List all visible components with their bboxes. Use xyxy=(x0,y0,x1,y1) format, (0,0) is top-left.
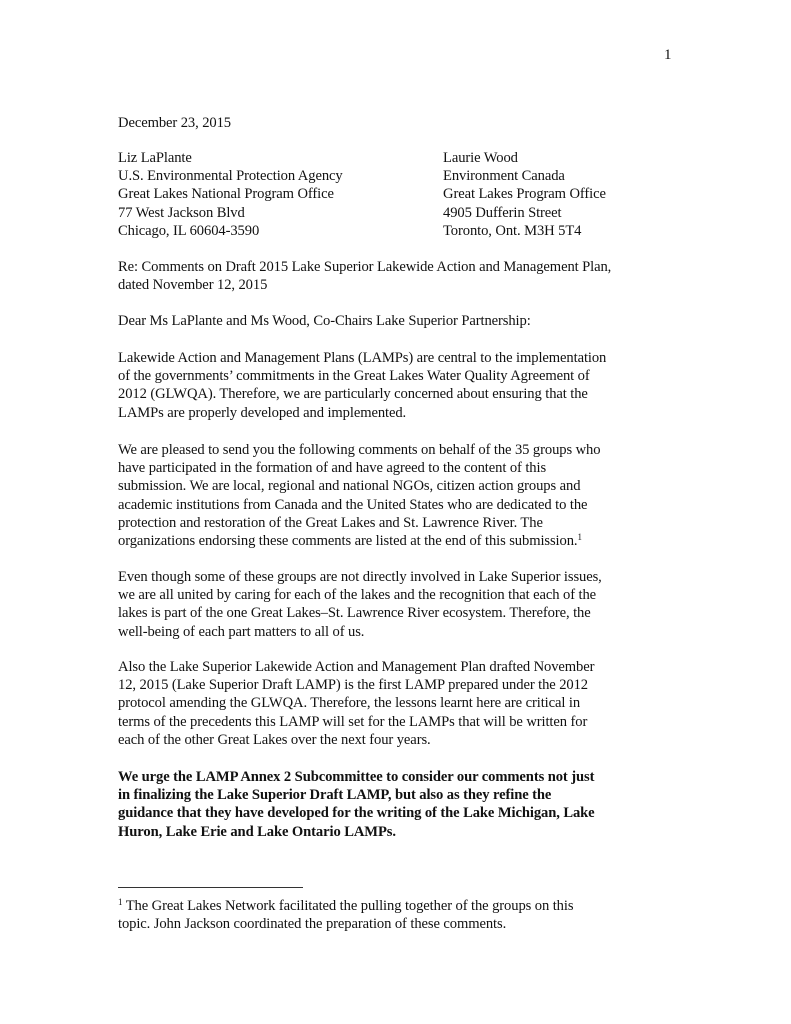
text-line: have participated in the formation of and have agreed to the content of this xyxy=(118,460,547,477)
footnote xyxy=(118,897,678,933)
text-line: We urge the LAMP Annex 2 Subcommittee to consider our comments not just xyxy=(118,769,595,785)
text-line-content: organizations endorsing these comments are listed at the end of this submission. xyxy=(118,533,578,550)
text-line: we are all united by caring for each of the lakes and the recognition that each of the xyxy=(118,587,597,604)
text-line: well-being of each part matters to all of us. xyxy=(118,623,365,640)
address-line: U.S. Environmental Protection Agency xyxy=(118,168,343,185)
text-line: Lakewide Action and Management Plans (LAMPs) are central to the implementation xyxy=(118,350,607,366)
text-line: protection and restoration of the Great Lakes and St. Lawrence River. The xyxy=(118,514,543,531)
paragraph-first-lamp xyxy=(118,658,678,749)
footnote-separator xyxy=(118,887,303,888)
text-line xyxy=(118,532,678,550)
footnote-marker: 1 xyxy=(118,897,123,907)
text-line: each of the other Great Lakes over the next four years. xyxy=(118,731,431,748)
letter-date: December 23, 2015 xyxy=(118,115,231,131)
paragraph-lamps-central xyxy=(118,349,678,422)
subject-line-text: Re: Comments on Draft 2015 Lake Superior Lakewide Action and Management Plan, xyxy=(118,259,612,275)
paragraph-urge-bold xyxy=(118,768,678,841)
paragraph-groups xyxy=(118,441,678,550)
subject-line xyxy=(118,258,678,294)
address-line: Chicago, IL 60604-3590 xyxy=(118,222,260,239)
text-line: protocol amending the GLWQA. Therefore, the lessons learnt here are critical in xyxy=(118,695,581,712)
subject-line-text: dated November 12, 2015 xyxy=(118,277,268,294)
address-line: Toronto, Ont. M3H 5T4 xyxy=(443,222,582,239)
address-line: Environment Canada xyxy=(443,168,565,185)
text-line: lakes is part of the one Great Lakes–St. Lawrence River ecosystem. Therefore, the xyxy=(118,605,591,622)
text-line: guidance that they have developed for the writing of the Lake Michigan, Lake xyxy=(118,805,595,822)
address-line: Liz LaPlante xyxy=(118,150,192,166)
text-line-content: The Great Lakes Network facilitated the pulling together of the groups on this xyxy=(122,898,574,914)
page-number: 1 xyxy=(664,47,672,63)
footnote-reference[interactable]: 1 xyxy=(577,532,582,543)
text-line: of the governments’ commitments in the Great Lakes Water Quality Agreement of xyxy=(118,368,590,385)
text-line: topic. John Jackson coordinated the preparation of these comments. xyxy=(118,916,507,933)
address-line: 77 West Jackson Blvd xyxy=(118,204,245,221)
address-line: 4905 Dufferin Street xyxy=(443,204,562,221)
text-line: Even though some of these groups are not directly involved in Lake Superior issues, xyxy=(118,569,602,585)
paragraph-united xyxy=(118,568,678,641)
text-line: terms of the precedents this LAMP will set for the LAMPs that will be written for xyxy=(118,713,588,730)
text-line: in finalizing the Lake Superior Draft LAMP, but also as they refine the xyxy=(118,787,552,804)
text-line: Also the Lake Superior Lakewide Action and Management Plan drafted November xyxy=(118,659,595,675)
address-line: Great Lakes Program Office xyxy=(443,186,606,203)
text-line: Huron, Lake Erie and Lake Ontario LAMPs. xyxy=(118,823,396,840)
address-line: Laurie Wood xyxy=(443,150,518,166)
text-line: We are pleased to send you the following comments on behalf of the 35 groups who xyxy=(118,442,601,458)
text-line: LAMPs are properly developed and implemented. xyxy=(118,404,407,421)
text-line xyxy=(118,897,678,915)
text-line: academic institutions from Canada and the United States who are dedicated to the xyxy=(118,496,588,513)
text-line: 12, 2015 (Lake Superior Draft LAMP) is the first LAMP prepared under the 2012 xyxy=(118,677,589,694)
salutation: Dear Ms LaPlante and Ms Wood, Co-Chairs Lake Superior Partnership: xyxy=(118,313,531,329)
text-line: submission. We are local, regional and national NGOs, citizen action groups and xyxy=(118,478,581,495)
recipient-address-right xyxy=(443,149,693,240)
recipient-address-left xyxy=(118,149,418,240)
address-line: Great Lakes National Program Office xyxy=(118,186,334,203)
text-line: 2012 (GLWQA). Therefore, we are particularly concerned about ensuring that the xyxy=(118,386,588,403)
